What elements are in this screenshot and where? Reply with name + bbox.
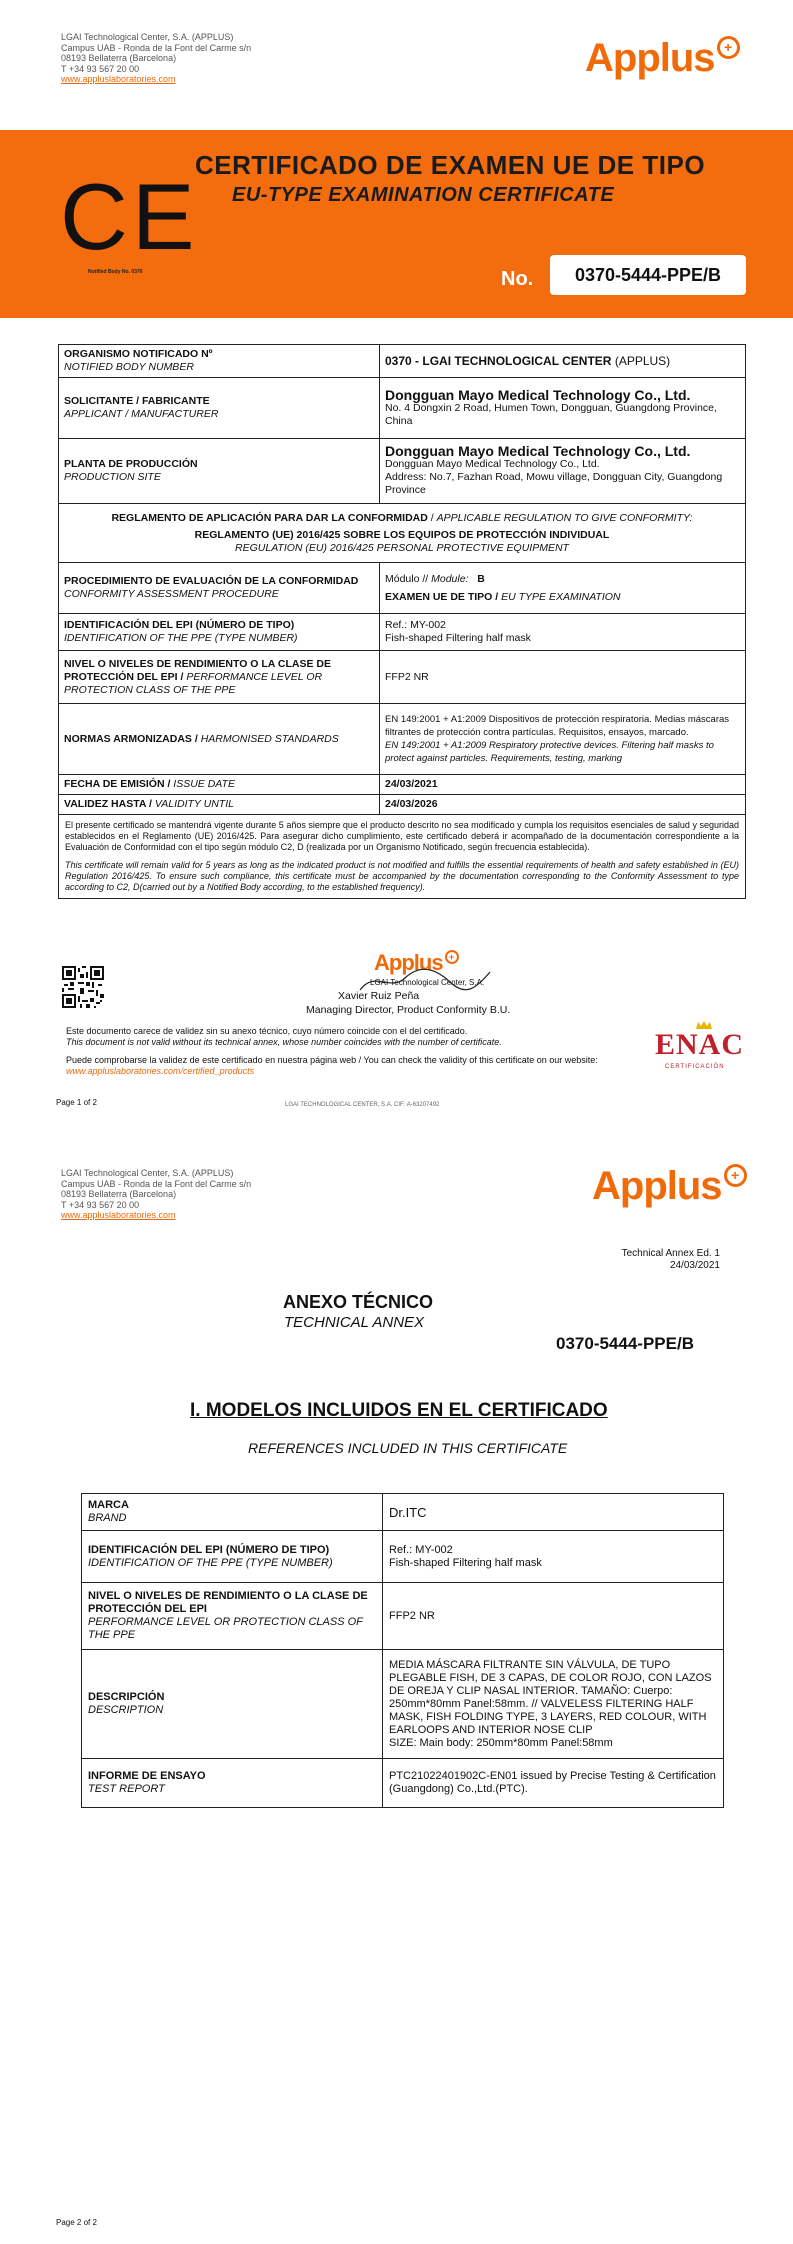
label-es: IDENTIFICACIÓN DEL EPI (NÚMERO DE TIPO) — [88, 1543, 330, 1556]
value-cell — [383, 1583, 724, 1650]
report-value: PTC21022401902C-EN01 issued by Precise Testing & Certification (Guangdong) Co.,Ltd.(PTC). — [389, 1770, 716, 1795]
label-es: FECHA DE EMISIÓN / — [64, 778, 171, 790]
address-line: T +34 93 567 20 00 — [61, 1199, 140, 1210]
label-en: PERFORMANCE LEVEL OR PROTECTION CLASS OF THE PPE — [88, 1616, 363, 1641]
value-cell — [380, 775, 746, 795]
label-en: IDENTIFICATION OF THE PPE (TYPE NUMBER) — [88, 1556, 333, 1569]
table-row — [59, 563, 746, 614]
applicant-address: No. 4 Dongxin 2 Road, Humen Town, Dongguan, Guangdong Province, China — [385, 401, 717, 427]
annex-title-en: TECHNICAL ANNEX — [284, 1314, 425, 1331]
label-en: ISSUE DATE — [173, 778, 235, 790]
label-cell — [59, 775, 380, 795]
value-cell — [380, 439, 746, 504]
stamp-logo: Applus + — [374, 950, 459, 976]
ce-mark-logo: CE — [60, 164, 199, 269]
table-row — [59, 795, 746, 815]
validity-date: 24/03/2026 — [385, 798, 438, 810]
annex-edition — [616, 1248, 720, 1272]
certificate-no-label: No. — [501, 268, 534, 290]
table-row — [59, 378, 746, 439]
label-en: DESCRIPTION — [88, 1704, 164, 1716]
page-footer: LGAI TECHNOLOGICAL CENTER, S.A. CIF: A-63207492 — [285, 1102, 440, 1108]
certificate-number: 0370-5444-PPE/B — [550, 255, 746, 295]
validity-text-en: This certificate will remain valid for 5 years as long as the indicated product is not modified and fulfills the essential requirements of health and safety established in (EU) Regulation 2016/425. To ensure such compliance, this certificate must be accompanied by the documentation corresponding to the Conformity Assessment to type according to C2, D(carried out by a Notified Body according, to the established frequency). — [65, 860, 739, 892]
label-cell — [59, 614, 380, 651]
table-row — [82, 1650, 724, 1759]
certificate-table — [58, 344, 746, 899]
label-en: HARMONISED STANDARDS — [200, 732, 339, 745]
certificate-title-es: CERTIFICADO DE EXAMEN UE DE TIPO — [195, 150, 706, 180]
validity-text-es: El presente certificado se mantendrá vigente durante 5 años siempre que el producto descrito no sea modificado y cumpla los requisitos esenciales de salud y seguridad establecidos en el Reglamento (UE) 2016/425. Para asegurar dicho cumplimiento, este certificado deberá ir acompañado de la documentación correspondiente a la Evaluación de Conformidad con el tipo según módulo C2, D (realizada por un Organismo Notificado, según frecuencia establecida). — [65, 820, 739, 852]
label-cell — [59, 795, 380, 815]
level-value: FFP2 NR — [385, 670, 429, 683]
address-line: 08193 Bellaterra (Barcelona) — [61, 1189, 177, 1199]
ppe-ref: Ref.: MY-002 — [389, 1543, 453, 1556]
label-cell — [82, 1531, 383, 1583]
regulation-en: REGULATION (EU) 2016/425 PERSONAL PROTECTIVE EQUIPMENT — [235, 541, 569, 554]
label-en: PERFORMANCE LEVEL OR PROTECTION CLASS OF THE PPE — [64, 670, 323, 696]
label-es: VALIDEZ HASTA / — [64, 798, 152, 810]
signatory-role: Managing Director, Product Conformity B.U. — [306, 1004, 511, 1016]
label-cell — [59, 563, 380, 614]
label-cell — [82, 1583, 383, 1650]
label-es: ORGANISMO NOTIFICADO Nº — [64, 348, 213, 360]
table-row — [82, 1583, 724, 1650]
label-en: CONFORMITY ASSESSMENT PROCEDURE — [64, 588, 279, 600]
table-row — [82, 1531, 724, 1583]
table-row — [59, 704, 746, 775]
annex-title: ANEXO TÉCNICO — [283, 1292, 434, 1312]
label-en: BRAND — [88, 1512, 127, 1524]
module-label-es: Módulo // — [385, 572, 429, 585]
annex-cert-number: 0370-5444-PPE/B — [556, 1334, 694, 1353]
label-en: NOTIFIED BODY NUMBER — [64, 361, 194, 373]
section-number: I. — [190, 1400, 201, 1421]
value-cell — [380, 704, 746, 775]
table-row — [82, 1759, 724, 1808]
page-number: Page 1 of 2 — [56, 1098, 97, 1107]
value-cell — [383, 1531, 724, 1583]
issuer-address-page2 — [61, 1168, 251, 1221]
module-value: B — [477, 572, 485, 585]
address-line: Campus UAB - Ronda de la Font del Carme s/n — [61, 1178, 252, 1189]
value-cell — [380, 614, 746, 651]
regulation-label-es: REGLAMENTO DE APLICACIÓN PARA DAR LA CONFORMIDAD — [111, 511, 428, 524]
address-line: 08193 Bellaterra (Barcelona) — [61, 53, 177, 63]
regulation-label-en: APPLICABLE REGULATION TO GIVE CONFORMITY: — [436, 511, 693, 524]
description-size: SIZE: Main body: 250mm*80mm Panel:58mm — [389, 1736, 613, 1749]
applus-logo: Applus + — [585, 36, 740, 81]
note-en: This document is not valid without its technical annex, whose number coincides with the number of certificate. — [66, 1037, 502, 1047]
table-row — [59, 775, 746, 795]
address-line: T +34 93 567 20 00 — [61, 63, 140, 74]
label-cell — [59, 378, 380, 439]
label-es: PLANTA DE PRODUCCIÓN — [64, 458, 198, 470]
section-subtitle: REFERENCES INCLUDED IN THIS CERTIFICATE — [248, 1440, 568, 1456]
production-line: Dongguan Mayo Medical Technology Co., Ltd. — [385, 458, 600, 470]
label-cell — [59, 345, 380, 378]
value-cell — [380, 651, 746, 704]
notified-body-label: Notified Body No. 0370 — [88, 269, 143, 275]
value-cell — [380, 345, 746, 378]
label-es: IDENTIFICACIÓN DEL EPI (NÚMERO DE TIPO) — [64, 619, 295, 631]
label-en: PRODUCTION SITE — [64, 471, 161, 483]
label-es: SOLICITANTE / FABRICANTE — [64, 395, 210, 407]
table-row — [59, 815, 746, 899]
table-row — [82, 1494, 724, 1531]
label-cell — [59, 704, 380, 775]
section-title — [190, 1400, 608, 1422]
annex-table — [81, 1493, 724, 1808]
issue-date: 24/03/2021 — [385, 778, 438, 790]
value-cell — [380, 378, 746, 439]
ppe-desc: Fish-shaped Filtering half mask — [385, 632, 531, 644]
label-en: VALIDITY UNTIL — [154, 798, 234, 810]
note-check: Puede comprobarse la validez de este certificado en nuestra página web / You can check the validity of this certificate on our website: — [66, 1055, 598, 1065]
description-value: MEDIA MÁSCARA FILTRANTE SIN VÁLVULA, DE TUPO PLEGABLE FISH, DE 3 CAPAS, DE COLOR ROJO, CON LAZOS DE OREJA Y CLIP NASAL INTERIOR. TAMAÑO: Cuerpo: 250mm*80mm Panel:58mm. // VALVELESS FILTERING HALF MASK, FISH FOLDING TYPE, 3 LAYERS, RED COLOUR, WITH EARLOOPS AND INTERIOR NOSE CLIP — [389, 1658, 712, 1736]
enac-logo: ENAC — [655, 1028, 745, 1061]
signatory-name: Xavier Ruiz Peña — [338, 990, 420, 1002]
notified-body-suffix: (APPLUS) — [611, 353, 671, 368]
table-row — [59, 345, 746, 378]
value-cell — [383, 1494, 724, 1531]
label-es: PROCEDIMIENTO DE EVALUACIÓN DE LA CONFORMIDAD — [64, 575, 359, 587]
brand-value: Dr.ITC — [389, 1504, 427, 1520]
stamp-text: LGAI Technological Center, S.A. — [370, 978, 485, 987]
value-cell — [380, 563, 746, 614]
production-address: Address: No.7, Fazhan Road, Mowu village, Dongguan City, Guangdong Province — [385, 471, 723, 496]
label-cell — [82, 1650, 383, 1759]
address-line: LGAI Technological Center, S.A. (APPLUS) — [61, 32, 234, 42]
website-link[interactable]: www.appluslaboratories.com — [61, 1210, 176, 1220]
annex-date: 24/03/2021 — [669, 1260, 720, 1271]
page-number-2: Page 2 of 2 — [56, 2218, 97, 2227]
ppe-desc: Fish-shaped Filtering half mask — [389, 1556, 542, 1569]
note-es: Este documento carece de validez sin su anexo técnico, cuyo número coincide con el del certificado. — [66, 1026, 468, 1036]
label-es: NIVEL O NIVELES DE RENDIMIENTO O LA CLASE DE PROTECCIÓN DEL EPI / — [64, 657, 332, 683]
value-cell — [380, 795, 746, 815]
ppe-ref: Ref.: MY-002 — [385, 619, 446, 631]
standards-en: EN 149:2001 + A1:2009 Respiratory protective devices. Filtering half masks to protect against particles. Requirements, testing, marking — [385, 740, 714, 764]
address-line: Campus UAB - Ronda de la Font del Carme s/n — [61, 42, 252, 53]
issuer-address — [61, 32, 251, 85]
label-cell — [82, 1759, 383, 1808]
applus-logo-page2: Applus + — [592, 1164, 747, 1209]
label-es: MARCA — [88, 1499, 129, 1511]
address-line: LGAI Technological Center, S.A. (APPLUS) — [61, 1168, 234, 1178]
table-row — [59, 439, 746, 504]
table-row — [59, 504, 746, 563]
label-en: APPLICANT / MANUFACTURER — [64, 408, 219, 420]
label-cell — [59, 439, 380, 504]
annex-edition-text: Technical Annex Ed. 1 — [621, 1248, 720, 1259]
standards-es: EN 149:2001 + A1:2009 Dispositivos de protección respiratoria. Medias máscaras filtrantes de protección contra partículas. Requisitos, ensayos, marcado. — [385, 714, 730, 738]
notified-body-value: 0370 - LGAI TECHNOLOGICAL CENTER — [385, 353, 612, 368]
label-es: NORMAS ARMONIZADAS / — [64, 732, 198, 745]
label-es: NIVEL O NIVELES DE RENDIMIENTO O LA CLASE DE PROTECCIÓN DEL EPI — [88, 1590, 368, 1615]
validity-notes — [66, 1026, 598, 1077]
qr-code-icon[interactable] — [62, 966, 104, 1008]
exam-en: EU TYPE EXAMINATION — [501, 590, 621, 603]
validity-text-cell — [59, 815, 746, 899]
certified-products-link[interactable]: www.appluslaboratories.com/certified_products — [66, 1066, 255, 1076]
table-row — [59, 651, 746, 704]
regulation-cell — [59, 504, 746, 563]
module-label-en: Module: — [431, 572, 469, 585]
website-link[interactable]: www.appluslaboratories.com — [61, 74, 176, 84]
label-en: TEST REPORT — [88, 1783, 165, 1795]
separator: / — [427, 511, 437, 524]
exam-es: EXAMEN UE DE TIPO / — [385, 590, 499, 603]
value-cell — [383, 1759, 724, 1808]
regulation-es: REGLAMENTO (UE) 2016/425 SOBRE LOS EQUIPOS DE PROTECCIÓN INDIVIDUAL — [194, 528, 610, 541]
label-es: INFORME DE ENSAYO — [88, 1770, 206, 1782]
label-en: IDENTIFICATION OF THE PPE (TYPE NUMBER) — [64, 632, 298, 644]
certificate-title-en: EU-TYPE EXAMINATION CERTIFICATE — [232, 184, 615, 206]
level-value: FFP2 NR — [389, 1609, 435, 1622]
label-cell — [82, 1494, 383, 1531]
value-cell — [383, 1650, 724, 1759]
table-row — [59, 614, 746, 651]
label-es: DESCRIPCIÓN — [88, 1691, 165, 1703]
section-heading: MODELOS INCLUIDOS EN EL CERTIFICADO — [200, 1400, 608, 1421]
applicant-name: Dongguan Mayo Medical Technology Co., Ltd. — [385, 386, 691, 403]
enac-subtitle: CERTIFICACIÓN — [665, 1064, 725, 1070]
production-name: Dongguan Mayo Medical Technology Co., Ltd. — [385, 443, 691, 459]
label-cell — [59, 651, 380, 704]
